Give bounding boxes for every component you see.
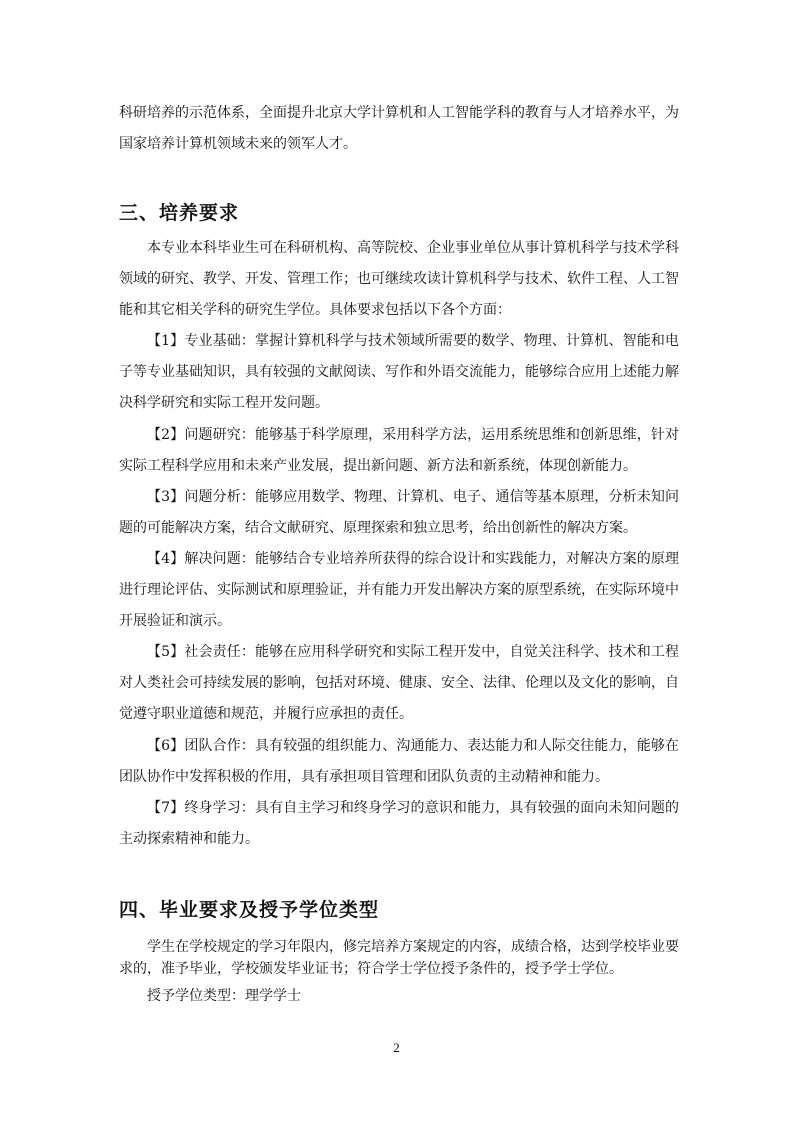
requirement-6-paragraph: 【6】团队合作：具有较强的组织能力、沟通能力、表达能力和人际交往能力，能够在团队协作中发挥积极的作用，具有承担项目管理和团队负责的主动精神和能力。: [119, 738, 679, 785]
section-3-intro-paragraph: 本专业本科毕业生可在科研机构、高等院校、企业事业单位从事计算机科学与技术学科领域的研究、教学、开发、管理工作；也可继续攻读计算机科学与技术、软件工程、人工智能和其它相关学科的研究生学位。具体要求包括以下各个方面：: [119, 240, 679, 318]
page-number: 2: [393, 1040, 400, 1055]
section-4-heading: 四、毕业要求及授予学位类型: [119, 899, 380, 921]
requirement-7-paragraph: 【7】终身学习：具有自主学习和终身学习的意识和能力，具有较强的面向未知问题的主动探索精神和能力。: [119, 800, 679, 847]
section-4-body-paragraph: 学生在学校规定的学习年限内，修完培养方案规定的内容，成绩合格，达到学校毕业要求的，准予毕业，学校颁发毕业证书；符合学士学位授予条件的，授予学士学位。: [119, 939, 679, 977]
requirement-1-paragraph: 【1】专业基础：掌握计算机科学与技术领域所需要的数学、物理、计算机、智能和电子等专业基础知识，具有较强的文献阅读、写作和外语交流能力，能够综合应用上述能力解决科学研究和实际工程开发问题。: [119, 333, 679, 411]
requirement-3-paragraph: 【3】问题分析：能够应用数学、物理、计算机、电子、通信等基本原理，分析未知问题的可能解决方案，结合文献研究、原理探索和独立思考，给出创新性的解决方案。: [119, 489, 679, 536]
degree-type-line: 授予学位类型：理学学士: [147, 988, 301, 1004]
intro-continuation-paragraph: 科研培养的示范体系，全面提升北京大学计算机和人工智能学科的教育与人才培养水平，为国家培养计算机领域未来的领军人才。: [119, 105, 679, 152]
requirement-5-paragraph: 【5】社会责任：能够在应用科学研究和实际工程开发中，自觉关注科学、技术和工程对人类社会可持续发展的影响，包括对环境、健康、安全、法律、伦理以及文化的影响，自觉遵守职业道德和规范，并履行应承担的责任。: [119, 644, 679, 722]
requirement-4-paragraph: 【4】解决问题：能够结合专业培养所获得的综合设计和实践能力，对解决方案的原理进行理论评估、实际测试和原理验证，并有能力开发出解决方案的原型系统，在实际环境中开展验证和演示。: [119, 551, 679, 629]
requirement-2-paragraph: 【2】问题研究：能够基于科学原理，采用科学方法，运用系统思维和创新思维，针对实际工程科学应用和未来产业发展，提出新问题、新方法和新系统，体现创新能力。: [119, 427, 679, 474]
section-3-heading: 三、培养要求: [119, 202, 240, 224]
